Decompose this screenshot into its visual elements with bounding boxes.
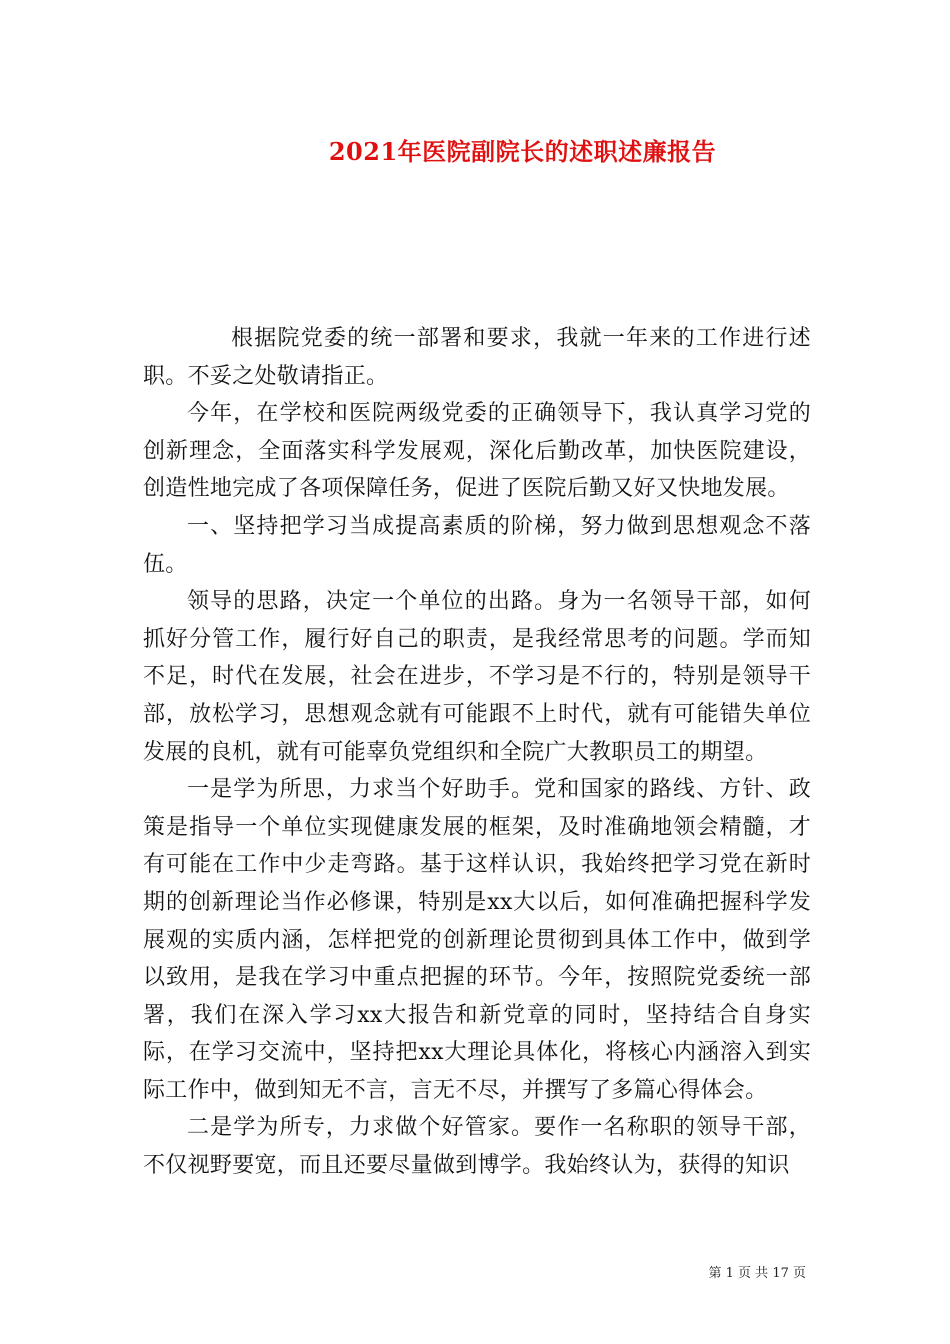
page-number: 第 1 页 共 17 页 — [708, 1266, 806, 1281]
paragraph-study-thinking: 一是学为所思，力求当个好助手。党和国家的路线、方针、政策是指导一个单位实现健康发展的框架，及时准确地领会精髓，才有可能在工作中少走弯路。基于这样认识，我始终把学习党在新时期的创新理论当作必修课，特别是xx大以后，如何准确把握科学发展观的实质内涵，怎样把党的创新理论贯彻到具体工作中，做到学以致用，是我在学习中重点把握的环节。今年，按照院党委统一部署，我们在深入学习xx大报告和新党章的同时，坚持结合自身实际，在学习交流中，坚持把xx大理论具体化，将核心内涵溶入到实际工作中，做到知无不言，言无不尽，并撰写了多篇心得体会。 — [143, 777, 811, 1103]
paragraph-intro: 根据院党委的统一部署和要求，我就一年来的工作进行述职。不妥之处敬请指正。 — [143, 326, 811, 389]
paragraph-leadership: 领导的思路，决定一个单位的出路。身为一名领导干部，如何抓好分管工作，履行好自己的职责，是我经常思考的问题。学而知不足，时代在发展，社会在进步，不学习是不行的，特别是领导干部，放松学习，思想观念就有可能跟不上时代，就有可能错失单位发展的良机，就有可能辜负党组织和全院广大教职员工的期望。 — [143, 589, 811, 765]
document-title: 2021年医院副院长的述职述廉报告 — [328, 137, 717, 166]
section-heading-1: 一、坚持把学习当成提高素质的阶梯，努力做到思想观念不落伍。 — [143, 513, 811, 577]
document-body — [143, 320, 811, 1185]
paragraph-overview: 今年，在学校和医院两级党委的正确领导下，我认真学习党的创新理念，全面落实科学发展观，深化后勤改革，加快医院建设，创造性地完成了各项保障任务，促进了医院后勤又好又快地发展。 — [143, 401, 811, 502]
paragraph-study-expertise: 二是学为所专，力求做个好管家。要作一名称职的领导干部，不仅视野要宽，而且还要尽量做到博学。我始终认为，获得的知识 — [143, 1115, 811, 1179]
